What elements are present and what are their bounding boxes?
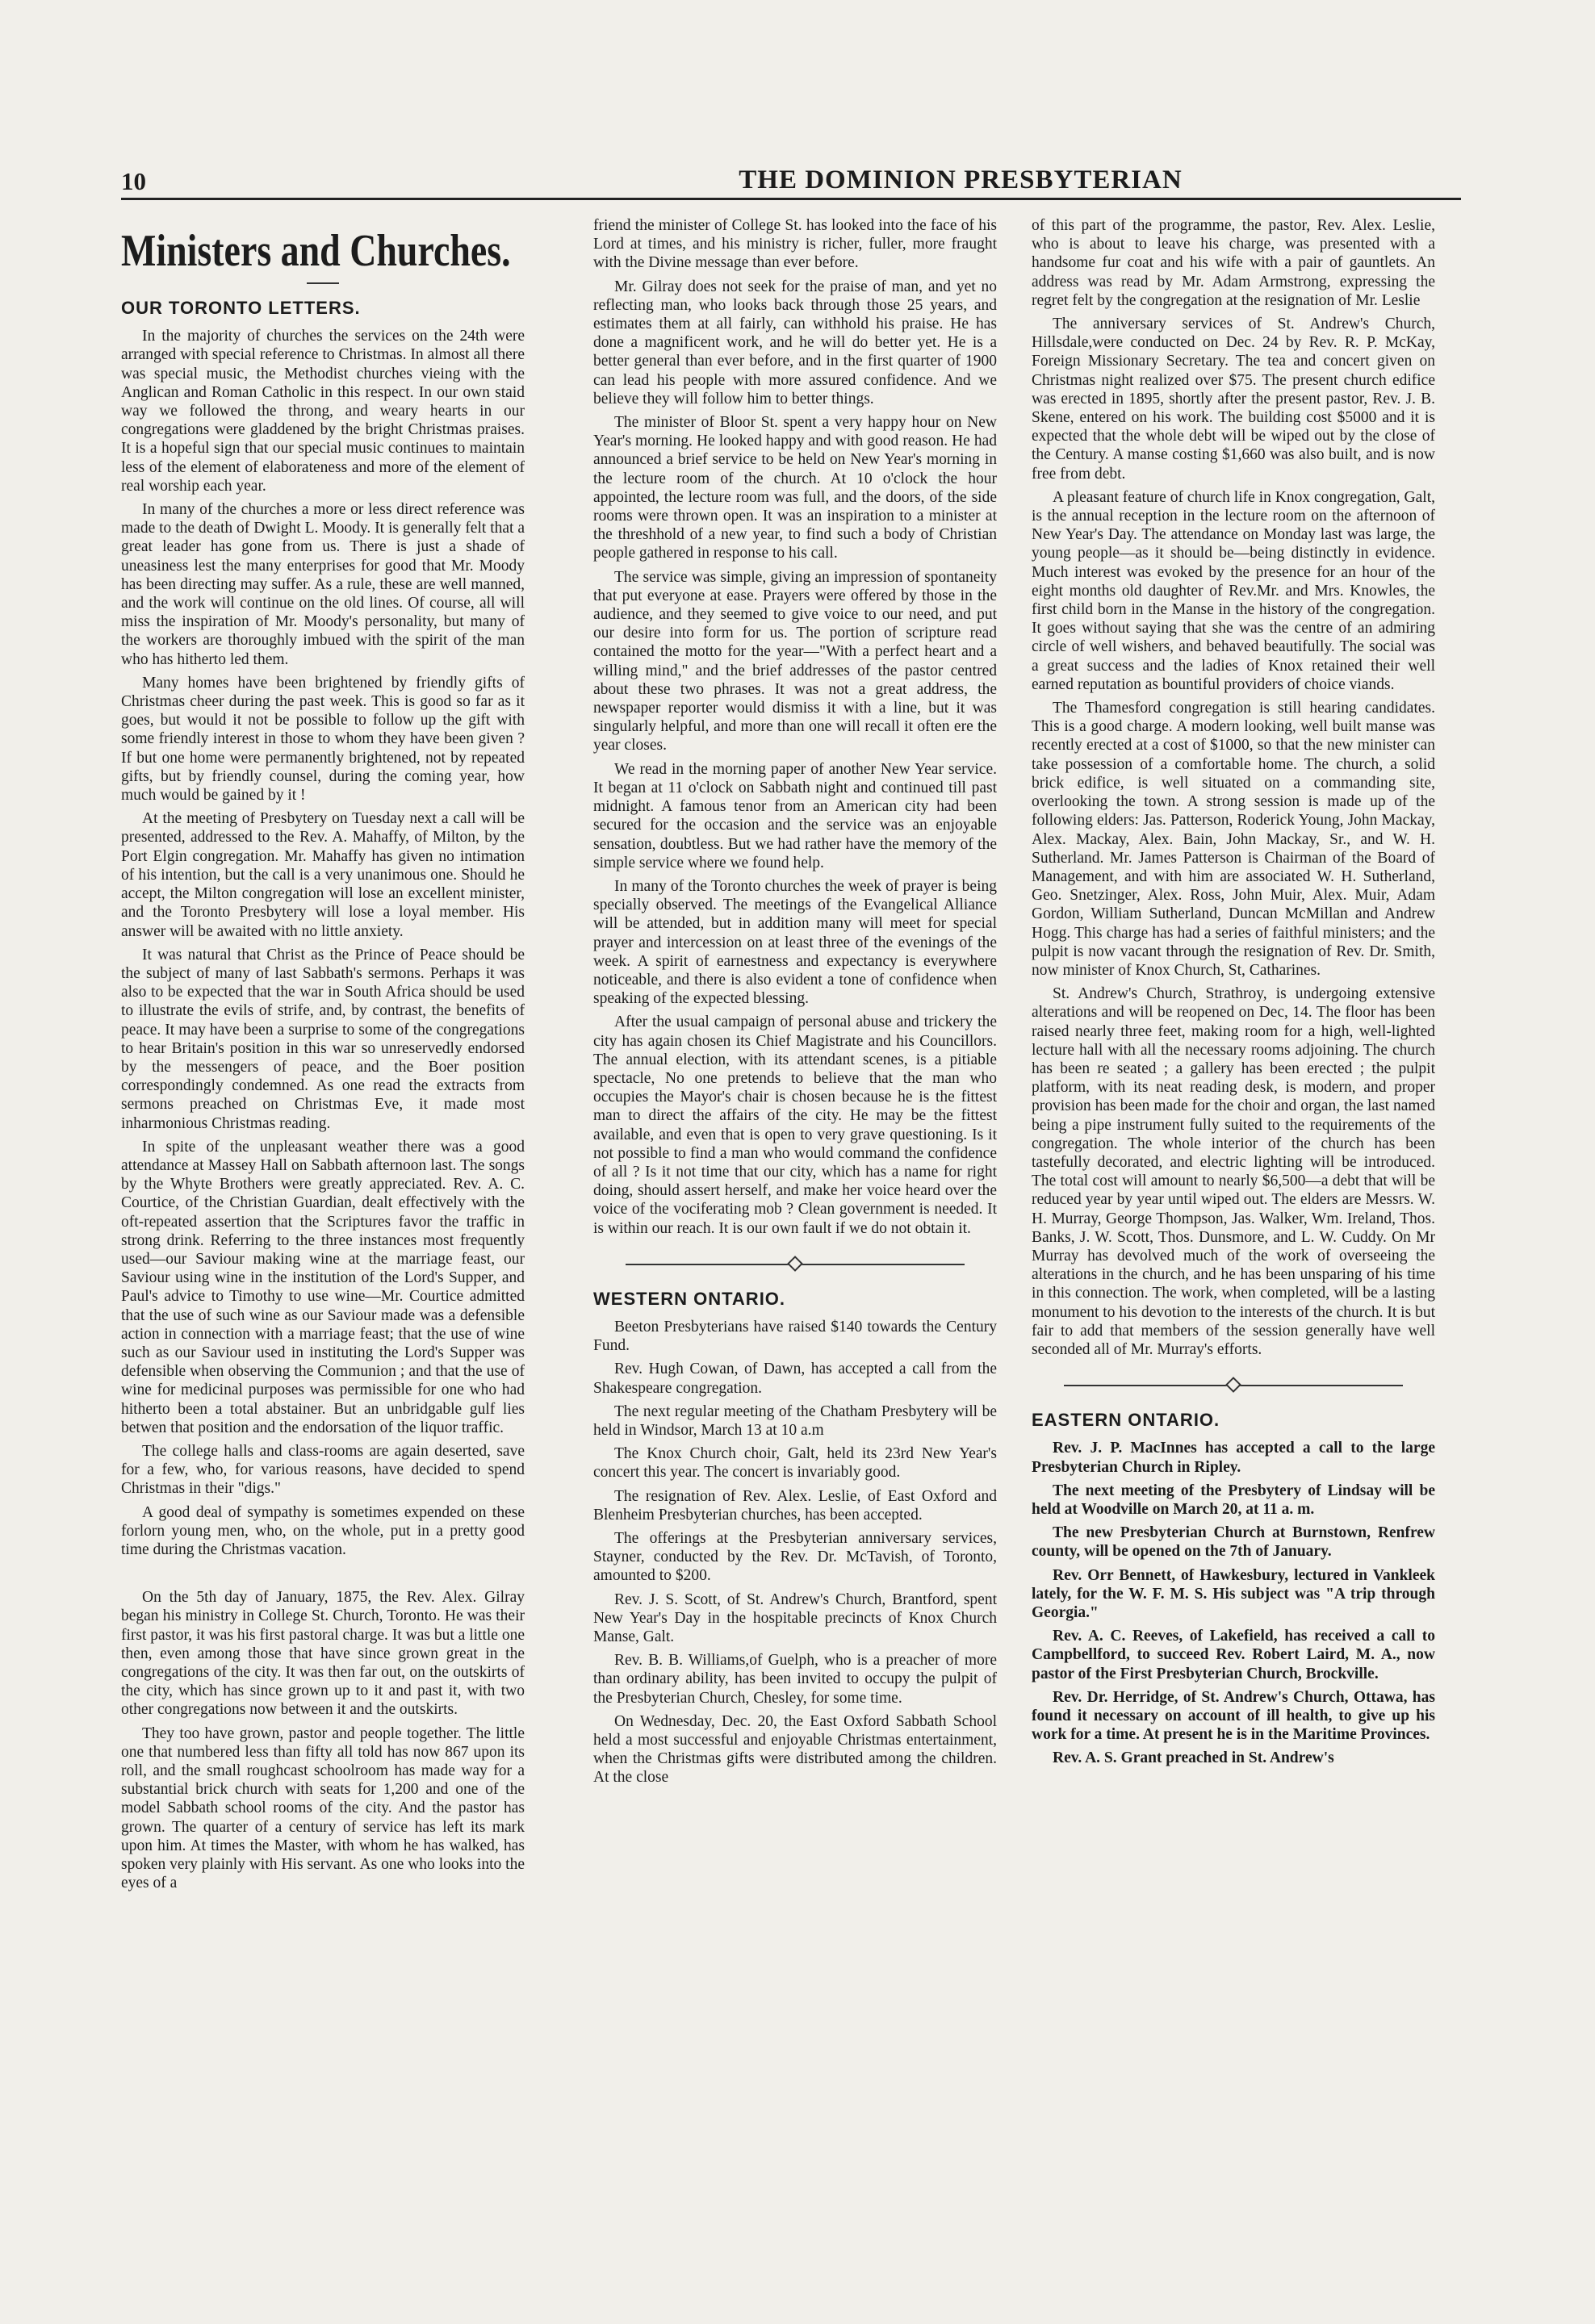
news-item: Rev. Orr Bennett, of Hawkesbury, lectured in Vankleek lately, for the W. F. M. S. His subject was "A trip through Georgia." xyxy=(1032,1566,1435,1622)
page-number: 10 xyxy=(121,167,146,195)
article-paragraph: On the 5th day of January, 1875, the Rev. Alex. Gilray began his ministry in College St. Church, Toronto. He was their first pastor, it was his first pastoral charge. It was but a little one then, even among those that have since grown great in the congregations of the city. It was then far out, on the outskirts of the city, which has since grown up to it and past it, with two other congregations now between it and the outskirts. xyxy=(121,1589,525,1719)
section-separator xyxy=(626,1257,965,1272)
section-separator xyxy=(1064,1378,1403,1393)
toronto-heading: OUR TORONTO LETTERS. xyxy=(121,298,361,318)
article-paragraph: Mr. Gilray does not seek for the praise of man, and yet no reflecting man, who looks back through those 25 years, and estimates them at all fairly, can withhold his praise. He has done a magnificent work, and he will do better yet. He is a better general than ever before, and in the first quarter of 1900 can lead his people with more assured confidence. And we believe they will follow him to better things. xyxy=(593,278,997,408)
article-paragraph: A pleasant feature of church life in Knox congregation, Galt, is the annual reception in the lecture room on the afternoon of New Year's Day. The attendance on Monday last was large, the young people—as it should be—being distinctly in evidence. Much interest was evoked by the presence for an hour of the eight months old daughter of Rev.Mr. and Mrs. Knowles, the first child born in the Manse in the history of the congregation. It goes without saying that she was the centre of an admiring circle of well wishers, and behaved beautifully. The social was a great success and the ladies of Knox retained their well earned reputation as bountiful providers of choice viands. xyxy=(1032,488,1435,693)
article-paragraph: At the meeting of Presbytery on Tuesday next a call will be presented, addressed to the Rev. A. Mahaffy, of Milton, by the Port Elgin congregation. Mr. Mahaffy has given no intimation of his intention, but the call is a very unanimous one. Should he accept, the Milton congregation will lose an excellent minister, and the Toronto Presbytery will lose a loyal member. His answer will be awaited with no little anxiety. xyxy=(121,810,525,940)
news-item: Rev. Dr. Herridge, of St. Andrew's Church, Ottawa, has found it necessary on account of ill health, to give up his work for a time. At present he is in the Maritime Provinces. xyxy=(1032,1688,1435,1744)
news-item: Rev. Hugh Cowan, of Dawn, has accepted a call from the Shakespeare congregation. xyxy=(593,1361,997,1397)
article-paragraph: The service was simple, giving an impression of spontaneity that put everyone at ease. Prayers were offered by those in the audience, and they seemed to give voice to our need, and put our desire into form for us. The portion of scripture read contained the motto for the year—"With a perfect heart and a willing mind," and the brief addresses of the pastor centred about these two phrases. It was not a great address, the newspaper reporter would dismiss it with a line, but it was singularly helpful, and more than one will recall it often ere the year closes. xyxy=(593,568,997,754)
title-rule xyxy=(307,282,339,284)
article-paragraph: We read in the morning paper of another New Year service. It began at 11 o'clock on Sabbath night and continued till past midnight. A famous tenor from an American city had been secured for the occasion and the service was an enjoyable sensation, doubtless. But we had rather have the memory of the simple service where we found help. xyxy=(593,760,997,872)
journal-title: THE DOMINION PRESBYTERIAN xyxy=(739,165,1183,194)
article-paragraph: St. Andrew's Church, Strathroy, is undergoing extensive alterations and will be reopened on Dec, 14. The floor has been raised nearly three feet, making room for a high, well-lighted lecture hall with all the necessary rooms adjoining. The church has been re seated ; a gallery has been erected ; the pulpit platform, with its neat reading desk, is modern, and proper provision has been made for the choir and organ, the last named being a pipe instrument fully suited to the requirements of the congregation. The whole interior of the church has been tastefully decorated, and electric lighting will be introduced. The total cost will amount to nearly $6,500—a debt that will be reduced year by year until wiped out. The elders are Messrs. W. H. Murray, George Thompson, Jas. Walker, Wm. Ireland, Thos. Banks, J. W. Scott, Thos. Dunsmore, and L. W. Cuddy. On Mr Murray has devolved much of the work of overseeing the alterations in the church, and he has been unsparing of his time in this connection. The work, when completed, will be a lasting monument to his devotion to the interests of the church. It is but fair to add that members of the session generally have well seconded all of Mr. Murray's efforts. xyxy=(1032,985,1435,1358)
article-paragraph: The college halls and class-rooms are again deserted, save for a few, who, for various reasons, have decided to spend Christmas in their "digs." xyxy=(121,1442,525,1498)
article-paragraph: Many homes have been brightened by friendly gifts of Christmas cheer during the past week. This is good so far as it goes, but would it not be possible to follow up the gift with some friendly interest in those to whom they have been given ? If but one home were permanently brightened, not by repeated gifts, but by friendly counsel, during the coming year, how much would be gained by it ! xyxy=(121,674,525,805)
article-paragraph: of this part of the programme, the pastor, Rev. Alex. Leslie, who is about to leave his charge, was presented with a handsome fur coat and his wife with a pair of gauntlets. An address was read by Mr. Adam Armstrong, expressing the regret felt by the congregation at the resignation of Mr. Leslie xyxy=(1032,217,1435,309)
article-paragraph: They too have grown, pastor and people together. The little one that numbered less than fifty all told has now 867 upon its roll, and the small roughcast schoolroom has made way for a substantial brick church with seats for 1,200 and one of the model Sabbath school rooms of the city. And the pastor has grown. The quarter of a century of service has left its mark upon him. At times the Master, with whom he has walked, has spoken very plainly with His servant. As one who looks into the eyes of a xyxy=(121,1724,525,1892)
news-item: The Knox Church choir, Galt, held its 23rd New Year's concert this year. The concert is invariably good. xyxy=(593,1445,997,1482)
column-3 xyxy=(1032,216,1435,2258)
article-paragraph: The Thamesford congregation is still hearing candidates. This is a good charge. A modern looking, well built manse was recently erected at a cost of $1000, so that the new minister can take possession of a comfortable home. The church, a solid brick edifice, is well situated on a commanding site, overlooking the town. A strong session is made up of the following elders: Jas. Patterson, Roderick Young, John Mackay, Alex. Mackay, Alex. Bain, John Mackay, Sr., and W. H. Sutherland. Mr. James Patterson is Chairman of the Board of Management, and with him are associated W. H. Sutherland, Geo. Snetzinger, Alex. Ross, John Muir, Alex. Muir, Adam Gordon, William Sutherland, Duncan McMillan and Andrew Hogg. This charge has had a series of faithful ministers; and the pulpit is now vacant through the resignation of Rev. Dr. Smith, now minister of Knox Church, St, Catharines. xyxy=(1032,700,1435,979)
article-paragraph: A good deal of sympathy is sometimes expended on these forlorn young men, who, on the whole, put in a pretty good time during the Christmas vacation. xyxy=(121,1503,525,1558)
section-title: Ministers and Churches. xyxy=(121,226,511,276)
article-paragraph: The anniversary services of St. Andrew's Church, Hillsdale,were conducted on Dec. 24 by Rev. R. P. McKay, Foreign Missionary Secretary. The tea and concert given on Christmas night realized over $75. The present church edifice was erected in 1895, shortly after the present pastor, Rev. J. B. Skene, entered on his work. The building cost $5000 and it is expected that the whole debt will be wiped out by the close of the Century. A manse costing $1,660 was also built, and is now free from debt. xyxy=(1032,316,1435,483)
news-item: Rev. B. B. Williams,of Guelph, who is a preacher of more than ordinary ability, has been invited to occupy the pulpit of the Presbyterian Church, Chesley, for some time. xyxy=(593,1652,997,1707)
column-2 xyxy=(593,216,997,2258)
page-header xyxy=(121,165,1461,200)
news-item: Rev. A. C. Reeves, of Lakefield, has received a call to Campbellford, to succeed Rev. Robert Laird, M. A., now pastor of the First Presbyterian Church, Brockville. xyxy=(1032,1628,1435,1682)
news-item: The next regular meeting of the Chatham Presbytery will be held in Windsor, March 13 at 10 a.m xyxy=(593,1402,997,1439)
news-item: The resignation of Rev. Alex. Leslie, of East Oxford and Blenheim Presbyterian churches, has been accepted. xyxy=(593,1487,997,1524)
column-1 xyxy=(121,216,525,2258)
news-item: The new Presbyterian Church at Burnstown, Renfrew county, will be opened on the 7th of January. xyxy=(1032,1524,1435,1561)
article-paragraph: In many of the churches a more or less direct reference was made to the death of Dwight L. Moody. It is generally felt that a great leader has gone from us. There is just a shade of uneasiness lest the many enterprises for good that Mr. Moody has been directing may suffer. As a rule, these are well manned, and the work will continue on the old lines. Of course, all will miss the inspiration of Mr. Moody's personality, but many of the workers are thoroughly imbued with the spirit of the man who has hitherto led them. xyxy=(121,501,525,668)
eastern-heading: EASTERN ONTARIO. xyxy=(1032,1410,1220,1431)
news-item: On Wednesday, Dec. 20, the East Oxford Sabbath School held a most successful and enjoyable Christmas entertainment, when the Christmas gifts were distributed among the children. At the close xyxy=(593,1712,997,1787)
diamond-ornament-icon xyxy=(787,1256,803,1272)
paragraph-gap xyxy=(121,1564,525,1588)
article-paragraph: In the majority of churches the services on the 24th were arranged with special reference to Christmas. In almost all there was special music, the Methodist churches vieing with the Anglican and Roman Catholic in this respect. In our own staid way we followed the throng, and weary hearts in our congregations were gladdened by the bright Christmas praises. It is a hopeful sign that our special music continues to maintain less of the element of elaborateness and more of the element of real worship each year. xyxy=(121,328,525,495)
article-paragraph: After the usual campaign of personal abuse and trickery the city has again chosen its Chief Magistrate and his Councillors. The annual election, with its attendant scenes, is a pitiable spectacle, No one pretends to believe that the man who occupies the Mayor's chair is chosen because he is the fittest man to direct the affairs of the city. He may be the fittest available, and even that is open to very grave questioning. Is it not possible to find a man who would command the confidence of all ? Is it not time that our city, which has a name for right doing, should assert herself, and make her voice heard over the voice of the vociferating mob ? Clean government is needed. It is within our reach. It is our own fault if we do not obtain it. xyxy=(593,1014,997,1237)
news-item: Beeton Presbyterians have raised $140 towards the Century Fund. xyxy=(593,1318,997,1355)
article-paragraph: The minister of Bloor St. spent a very happy hour on New Year's morning. He looked happy and with good reason. He had announced a brief service to be held on New Year's morning in the lecture room of the church. At 10 o'clock the hour appointed, the lecture room was full, and the doors, of the side rooms were thrown open. It was an inspiration to a minister at the threshhold of a new year, to find such a body of Christian people gathered in response to his call. xyxy=(593,414,997,562)
news-item: The offerings at the Presbyterian anniversary services, Stayner, conducted by the Rev. Dr. McTavish, of Toronto, amounted to $200. xyxy=(593,1530,997,1585)
news-item: Rev. J. S. Scott, of St. Andrew's Church, Brantford, spent New Year's Day in the hospitable precincts of Knox Church Manse, Galt. xyxy=(593,1590,997,1646)
article-paragraph: In spite of the unpleasant weather there was a good attendance at Massey Hall on Sabbath afternoon last. The songs by the Whyte Brothers were greatly appreciated. Rev. A. C. Courtice, of the Christian Guardian, dealt effectively with the oft-repeated assertion that the Scriptures favor the traffic in strong drink. Referring to the three instances most frequently used—our Saviour making wine at the marriage feast, our Saviour using wine in the institution of the Lord's Supper, and Paul's advice to Timothy to use wine—Mr. Courtice admitted that the use of such wine as our Saviour made was a defensible action in connection with a marriage feast; that the use of wine such as our Saviour used in instituting the Lord's Supper was defensible when observing the Communion ; and that the use of wine for medicinal purposes was permissible for one who had hitherto been a total abstainer. But an unbridgable gulf lies betwen that position and the endorsation of the liquor traffic. xyxy=(121,1138,525,1436)
western-heading: WESTERN ONTARIO. xyxy=(593,1288,786,1309)
news-item: Rev. J. P. MacInnes has accepted a call to the large Presbyterian Church in Ripley. xyxy=(1032,1440,1435,1476)
diamond-ornament-icon xyxy=(1225,1377,1241,1393)
article-paragraph: friend the minister of College St. has looked into the face of his Lord at times, and his ministry is richer, fuller, more fraught with the Divine message than ever before. xyxy=(593,217,997,272)
article-paragraph: It was natural that Christ as the Prince of Peace should be the subject of many of last Sabbath's sermons. Perhaps it was also to be expected that the war in South Africa should be used to illustrate the evils of strife, and, by contrast, the benefits of peace. It may have been a surprise to some of the congregations to hear Britain's position in this war so unreservedly endorsed by the messengers of peace, and the Boer position correspondingly condemned. As one read the extracts from sermons preached on Christmas Eve, it made most inharmonious Christmas reading. xyxy=(121,946,525,1132)
article-paragraph: In many of the Toronto churches the week of prayer is being specially observed. The meetings of the Evangelical Alliance will be attended, but in addition many will meet for special prayer and intercession on at least three of the evenings of the week. A spirit of earnestness and expectancy is everywhere noticeable, and there is also evident a tone of confidence when speaking of the expected blessing. xyxy=(593,877,997,1008)
news-item: The next meeting of the Presbytery of Lindsay will be held at Woodville on March 20, at 11 a. m. xyxy=(1032,1482,1435,1518)
news-item: Rev. A. S. Grant preached in St. Andrew's xyxy=(1053,1749,1334,1767)
